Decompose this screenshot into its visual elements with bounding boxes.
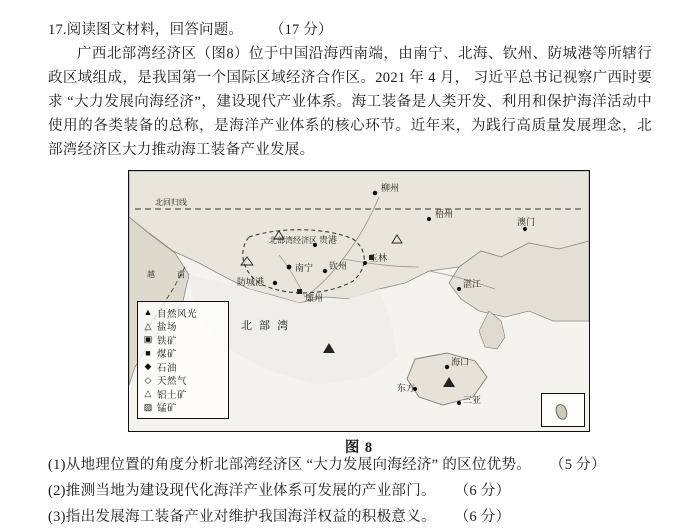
city-nanning: 南宁 [295,263,314,273]
country-label-yue: 越 [147,270,155,279]
city-lianzhou: 廉州 [305,293,324,303]
graticule-label: 北回归线 [155,198,187,207]
legend-item [141,320,225,334]
legend-symbol: ▲ [143,307,153,317]
sub-question-points: （5 分） [557,457,606,473]
sub-question-text: (3)指出发展海工装备产业对维护我国海洋权益的积极意义。 [48,509,436,525]
question-number: 17. [48,22,67,38]
legend-item [141,374,225,388]
legend-item [141,387,225,401]
legend-symbol: ◆ [144,361,152,371]
city-haikou: 海口 [451,357,470,367]
city-macau: 澳门 [517,217,536,227]
legend-item [141,401,225,415]
legend-label: 煤矿 [157,349,178,361]
country-label-nan: 南 [177,270,185,279]
legend-label: 天然气 [157,376,188,388]
legend-item [141,360,225,374]
question-prompt: 阅读图文材料，回答问题。 [66,22,244,38]
sub-questions [48,452,652,530]
sea-label: 北 部 湾 [241,320,291,332]
legend-symbol: ▨ [143,401,153,412]
map-inset [541,393,585,427]
map-frame [128,170,590,432]
legend-item [141,347,225,361]
zone-label: 北部湾经济区 [269,236,317,245]
legend-symbol: ■ [145,347,151,358]
inset-island-shape [554,403,568,421]
legend-item [141,306,225,320]
city-wuzhou: 梧州 [435,209,454,219]
legend-symbol: ◇ [144,374,152,385]
city-yulin: 玉林 [369,253,388,263]
city-zhanjiang: 湛江 [463,279,482,289]
figure-caption: 图 8 [344,440,374,456]
figure-8 [128,170,590,456]
sub-question-points: （6 分） [461,483,511,499]
legend-label: 锰矿 [157,403,178,415]
question-header [48,18,333,39]
legend-symbol: △ [144,320,152,331]
sub-question-text: (1)从地理位置的角度分析北部湾经济区 “大力发展向海经济” 的区位优势。 [48,457,532,473]
legend-label: 铝土矿 [157,389,188,401]
legend-symbol: △ [144,388,152,398]
map-legend [137,301,229,419]
sub-question-2 [48,478,652,504]
legend-symbol: ▣ [143,334,153,344]
legend-label: 石油 [157,362,178,374]
city-sanya: 三亚 [463,395,482,405]
city-dongfang: 东方 [397,383,416,393]
legend-label: 盐场 [157,322,178,334]
sub-question-text: (2)推测当地为建设现代化海洋产业体系可发展的产业部门。 [48,483,436,499]
city-liuzhou: 柳州 [381,183,400,193]
passage-text: 广西北部湾经济区（图8）位于中国沿海西南端，由南宁、北海、钦州、防城港等所辖行政区域组成，是我国第一个国际区域经济合作区。2021 年 4 月， 习近平总书记视察广西时要求 “大力发展向海经济”，建设现代产业体系。海工装备是人类开发、利用和保护海洋活动中使用的各类装备的总称，是海洋产业体系的核心环节。近年来，为践行高质量发展理念，北部湾经济区大力推动海工装备产业发展。 [48,46,652,158]
legend-label: 自然风光 [157,308,198,320]
city-qinzhou: 钦州 [329,261,348,271]
city-guigang: 贵港 [319,235,338,245]
city-fangchenggang: 防城港 [237,277,265,287]
sub-question-3 [48,504,652,530]
question-score: （17 分） [277,22,333,38]
sub-question-1 [48,452,652,478]
legend-label: 铁矿 [157,335,178,347]
sub-question-points: （6 分） [461,509,511,525]
legend-item [141,333,225,347]
